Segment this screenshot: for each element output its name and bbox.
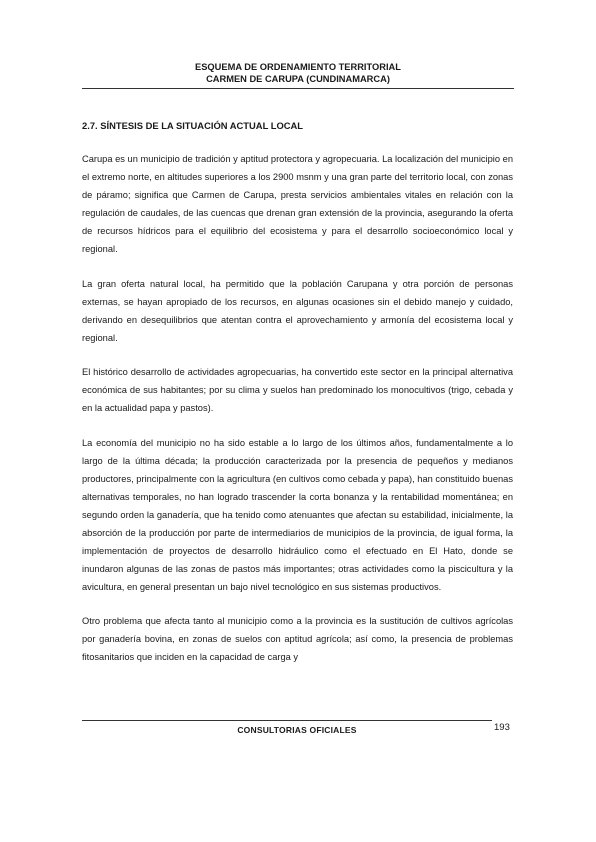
paragraph: Carupa es un municipio de tradición y aptitud protectora y agropecuaria. La localización del municipio en el extremo norte, en altitudes superiores a los 2900 msnm y una gran parte del territorio local, con zonas de páramo; significa que Carmen de Carupa, presta servicios ambientales vitales en relación con la regulación de caudales, de las cuencas que drenan gran extensión de la provincia, asegurando la oferta de recursos hídricos para el equilibrio del ecosistema y para el desarrollo socioeconómico local y regional. [82,154,513,254]
footer-label: CONSULTORIAS OFICIALES [237,725,357,735]
paragraph: La economía del municipio no ha sido estable a lo largo de los últimos años, fundamentalmente a lo largo de la última década; la producción caracterizada por la presencia de pequeños y medianos productores, principalmente con la agricultura (en cultivos como cebada y papa), han constituido buenas alternativas temporales, no han logrado trascender la corta bonanza y la rentabilidad momentánea; en segundo orden la ganadería, que ha tenido como atenuantes que afectan su estabilidad, inicialmente, la absorción de la producción por parte de intermediarios de municipios de la provincia, de igual forma, la implementación de proyectos de desarrollo hidráulico como el efectuado en El Hato, donde se inundaron algunas de las zonas de pastos más importantes; otras actividades como la piscicultura y la avicultura, en general presentan un bajo nivel tecnológico en sus sistemas productivos. [82,437,513,592]
header-divider [82,88,514,89]
footer-divider [82,720,492,721]
header-title: ESQUEMA DE ORDENAMIENTO TERRITORIAL [195,62,401,72]
paragraph: Otro problema que afecta tanto al municipio como a la provincia es la sustitución de cultivos agrícolas por ganadería bovina, en zonas de suelos con aptitud agrícola; así como, la presencia de problemas fitosanitarios que inciden en la capacidad de carga y [82,616,513,662]
page-header [82,62,514,85]
document-body [82,150,513,683]
header-subtitle: CARMEN DE CARUPA (CUNDINAMARCA) [206,73,390,84]
paragraph: La gran oferta natural local, ha permitido que la población Carupana y otra porción de personas externas, se hayan apropiado de los recursos, en algunas ocasiones sin el debido manejo y cuidado, derivando en desequilibrios que atentan contra el aprovechamiento y armonía del ecosistema local y regional. [82,278,513,343]
section-heading: 2.7. SÍNTESIS DE LA SITUACIÓN ACTUAL LOCAL [82,120,304,131]
page-number: 193 [494,722,510,733]
paragraph: El histórico desarrollo de actividades agropecuarias, ha convertido este sector en la principal alternativa económica de sus habitantes; por su clima y suelos han predominado los monocultivos (trigo, cebada y en la actualidad papa y pastos). [82,367,513,413]
